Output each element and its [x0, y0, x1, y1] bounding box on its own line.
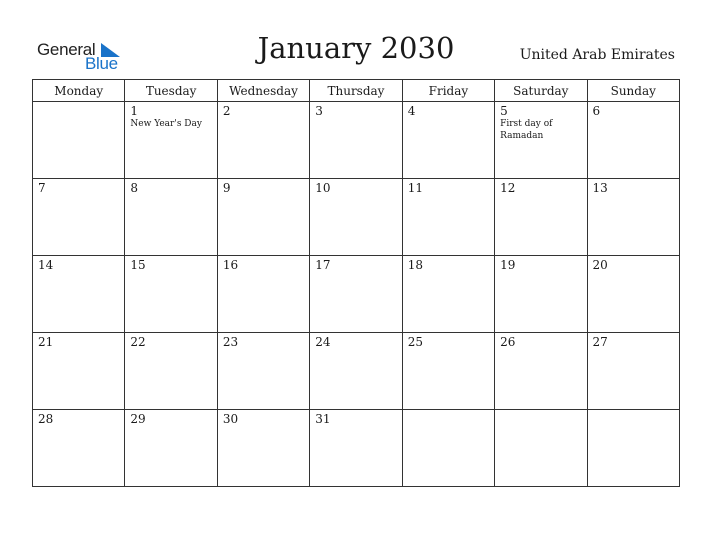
day-number: 25	[407, 335, 423, 349]
day-cell	[33, 102, 125, 179]
day-cell	[125, 102, 217, 179]
day-number: 21	[38, 335, 54, 349]
day-number: 27	[592, 335, 608, 349]
day-number: 22	[130, 335, 146, 349]
day-cell	[125, 333, 217, 410]
day-cell	[310, 179, 402, 256]
weekday-header: Monday	[33, 80, 125, 102]
day-cell	[587, 102, 679, 179]
day-number: 26	[500, 335, 516, 349]
week-row	[33, 179, 680, 256]
weekday-header: Wednesday	[217, 80, 309, 102]
day-number: 2	[222, 104, 231, 118]
day-number: 30	[222, 412, 239, 426]
weekday-header: Tuesday	[125, 80, 217, 102]
week-row	[33, 410, 680, 487]
day-number: 6	[592, 104, 601, 118]
day-number: 11	[407, 181, 423, 195]
day-number: 9	[222, 181, 231, 195]
day-number: 12	[500, 181, 516, 195]
day-cell	[33, 333, 125, 410]
day-number: 17	[315, 258, 331, 272]
day-cell	[495, 256, 587, 333]
week-row	[33, 333, 680, 410]
country-name: United Arab Emirates	[519, 47, 675, 63]
day-cell	[33, 410, 125, 487]
holiday-label: First day of Ramadan	[500, 119, 553, 141]
week-row	[33, 256, 680, 333]
day-cell	[217, 179, 309, 256]
day-cell	[310, 102, 402, 179]
day-number: 7	[38, 181, 46, 195]
week-row	[33, 102, 680, 179]
day-cell	[310, 256, 402, 333]
day-cell	[495, 410, 587, 487]
weekday-header: Thursday	[310, 80, 402, 102]
day-number: 19	[500, 258, 516, 272]
day-number: 4	[407, 104, 416, 118]
day-cell	[125, 256, 217, 333]
day-number: 15	[130, 258, 146, 272]
day-number: 23	[222, 335, 239, 349]
weekday-header: Friday	[402, 80, 494, 102]
month-calendar	[32, 79, 680, 487]
day-number: 18	[407, 258, 423, 272]
day-cell	[402, 102, 494, 179]
day-cell	[402, 179, 494, 256]
day-cell	[33, 179, 125, 256]
day-cell	[587, 410, 679, 487]
logo-text-general: General	[37, 40, 96, 59]
day-number: 13	[592, 181, 608, 195]
logo-text-blue: Blue	[85, 54, 118, 73]
day-number: 29	[130, 412, 146, 426]
day-number: 28	[38, 412, 54, 426]
day-cell	[587, 179, 679, 256]
day-cell	[495, 179, 587, 256]
day-cell	[402, 333, 494, 410]
weekday-header: Saturday	[495, 80, 587, 102]
day-cell	[125, 179, 217, 256]
day-cell	[402, 256, 494, 333]
day-cell	[217, 410, 309, 487]
day-cell	[125, 410, 217, 487]
day-cell	[587, 333, 679, 410]
day-number: 3	[315, 104, 323, 118]
day-cell	[402, 410, 494, 487]
day-cell	[310, 333, 402, 410]
day-number: 10	[315, 181, 331, 195]
day-cell	[495, 333, 587, 410]
day-cell	[217, 256, 309, 333]
day-number: 5	[500, 104, 508, 118]
holiday-label: New Year's Day	[130, 119, 202, 129]
day-number: 16	[222, 258, 239, 272]
weekday-header-row	[33, 80, 680, 102]
day-cell	[310, 410, 402, 487]
weekday-header: Sunday	[587, 80, 679, 102]
day-cell	[495, 102, 587, 179]
day-number: 24	[315, 335, 331, 349]
day-number: 1	[130, 104, 139, 118]
day-number: 31	[315, 412, 331, 426]
day-number: 8	[130, 181, 139, 195]
day-cell	[217, 102, 309, 179]
day-number: 14	[38, 258, 54, 272]
day-cell	[587, 256, 679, 333]
day-cell	[217, 333, 309, 410]
day-cell	[33, 256, 125, 333]
day-number: 20	[592, 258, 608, 272]
calendar-title: January 2030	[257, 31, 455, 65]
